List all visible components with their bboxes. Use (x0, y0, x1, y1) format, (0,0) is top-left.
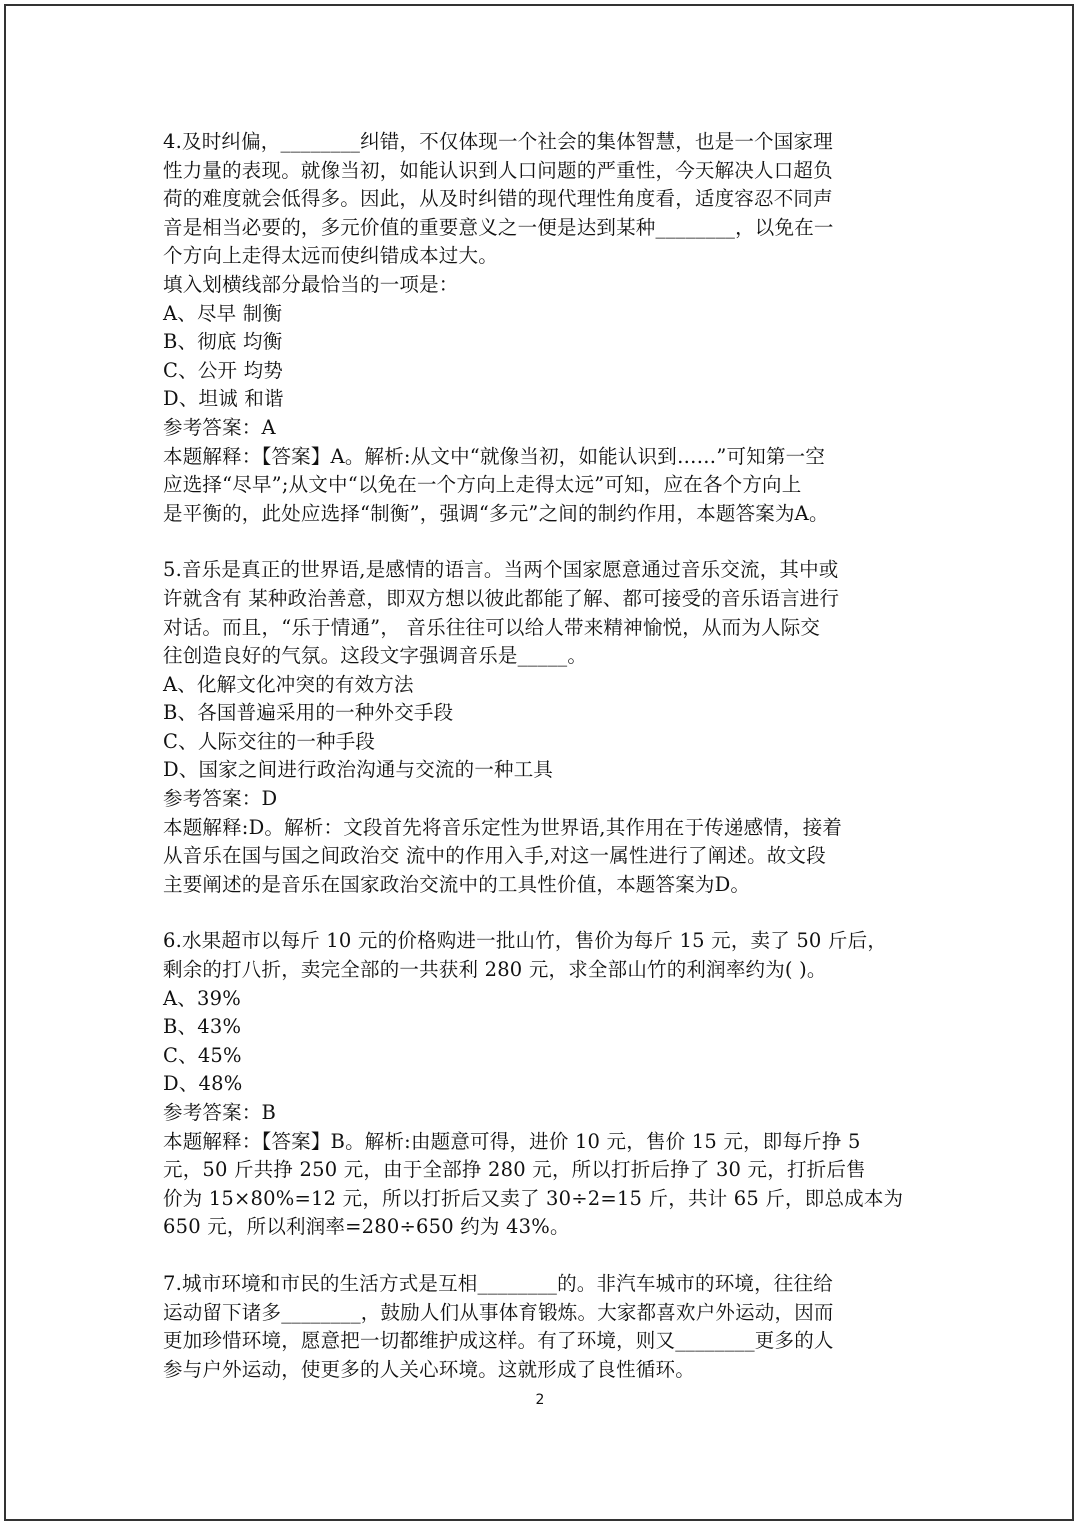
option-a: A、化解文化冲突的有效方法 (163, 672, 414, 696)
option-d: D、国家之间进行政治沟通与交流的一种工具 (163, 758, 554, 782)
question-line: 对话。而且，“乐于情通”， 音乐往往可以给人带来精神愉悦，从而为人际交 (163, 615, 821, 639)
question-line: 音是相当必要的，多元价值的重要意义之一便是达到某种________，以免在一 (163, 215, 834, 239)
reference-answer: 参考答案：A (163, 415, 276, 439)
explanation-line: 本题解释：【答案】B。解析:由题意可得，进价 10 元，售价 15 元，即每斤挣 5 (163, 1129, 861, 1153)
option-d: D、坦诚 和谐 (163, 387, 284, 411)
option-c: C、公开 均势 (163, 358, 284, 382)
question-line: 性力量的表现。就像当初，如能认识到人口问题的严重性，今天解决人口超负 (163, 158, 833, 182)
reference-answer: 参考答案：D (163, 787, 278, 811)
question-line: 运动留下诸多________，鼓励人们从事体育锻炼。大家都喜欢户外运动，因而 (163, 1300, 834, 1324)
question-4 (163, 128, 923, 528)
question-line: 个方向上走得太远而使纠错成本过大。 (163, 244, 498, 268)
reference-answer: 参考答案：B (163, 1101, 277, 1124)
question-line: 6.水果超市以每斤 10 元的价格购进一批山竹，售价为每斤 15 元，卖了 50 斤后， (163, 929, 888, 953)
option-d: D、48% (163, 1072, 243, 1096)
explanation-line: 本题解释:D。解析：文段首先将音乐定性为世界语,其作用在于传递感情，接着 (163, 815, 843, 839)
explanation-line: 650 元，所以利润率=280÷650 约为 43%。 (163, 1215, 570, 1239)
explanation-line: 元，50 斤共挣 250 元，由于全部挣 280 元，所以打折后挣了 30 元，打折后售 (163, 1158, 866, 1182)
option-c: C、45% (163, 1043, 242, 1067)
explanation-line: 本题解释：【答案】A。解析:从文中“就像当初，如能认识到……”可知第一空 (163, 444, 826, 468)
question-line: 荷的难度就会低得多。因此，从及时纠错的现代理性角度看，适度容忍不同声 (163, 187, 833, 211)
option-b: B、彻底 均衡 (163, 330, 283, 354)
question-7 (163, 1270, 923, 1384)
option-b: B、各国普遍采用的一种外交手段 (163, 701, 454, 725)
option-c: C、人际交往的一种手段 (163, 729, 376, 753)
question-line: 更加珍惜环境，愿意把一切都维护成这样。有了环境，则又________更多的人 (163, 1329, 834, 1353)
option-a: A、39% (163, 986, 241, 1010)
question-line: 参与户外运动，使更多的人关心环境。这就形成了良性循环。 (163, 1357, 695, 1381)
option-a: A、尽早 制衡 (163, 301, 283, 325)
question-line: 往创造良好的气氛。这段文字强调音乐是_____。 (163, 644, 588, 668)
question-5 (163, 556, 923, 899)
explanation-line: 应选择“尽早”;从文中“以免在一个方向上走得太远”可知，应在各个方向上 (163, 473, 802, 497)
explanation-line: 价为 15×80%=12 元，所以打折后又卖了 30÷2=15 斤，共计 65 斤，即总成本为 (163, 1186, 904, 1210)
page-number: 2 (535, 1392, 545, 1408)
explanation-line: 主要阐述的是音乐在国家政治交流中的工具性价值，本题答案为D。 (163, 872, 751, 896)
explanation-line: 从音乐在国与国之间政治交 流中的作用入手,对这一属性进行了阐述。故文段 (163, 844, 826, 868)
explanation-line: 是平衡的，此处应选择“制衡”，强调“多元”之间的制约作用，本题答案为A。 (163, 501, 829, 525)
question-prompt: 填入划横线部分最恰当的一项是： (163, 272, 459, 296)
option-b: B、43% (163, 1015, 242, 1039)
document-body (163, 128, 923, 1384)
question-line: 剩余的打八折，卖完全部的一共获利 280 元，求全部山竹的利润率约为( )。 (163, 958, 827, 982)
question-line: 7.城市环境和市民的生活方式是互相________的。非汽车城市的环境，往往给 (163, 1271, 833, 1295)
question-line: 4.及时纠偏，________纠错，不仅体现一个社会的集体智慧，也是一个国家理 (163, 130, 833, 153)
question-line: 5.音乐是真正的世界语,是感情的语言。当两个国家愿意通过音乐交流，其中或 (163, 558, 839, 582)
question-line: 许就含有 某种政治善意，即双方想以彼此都能了解、都可接受的音乐语言进行 (163, 586, 840, 610)
question-6 (163, 927, 923, 1242)
